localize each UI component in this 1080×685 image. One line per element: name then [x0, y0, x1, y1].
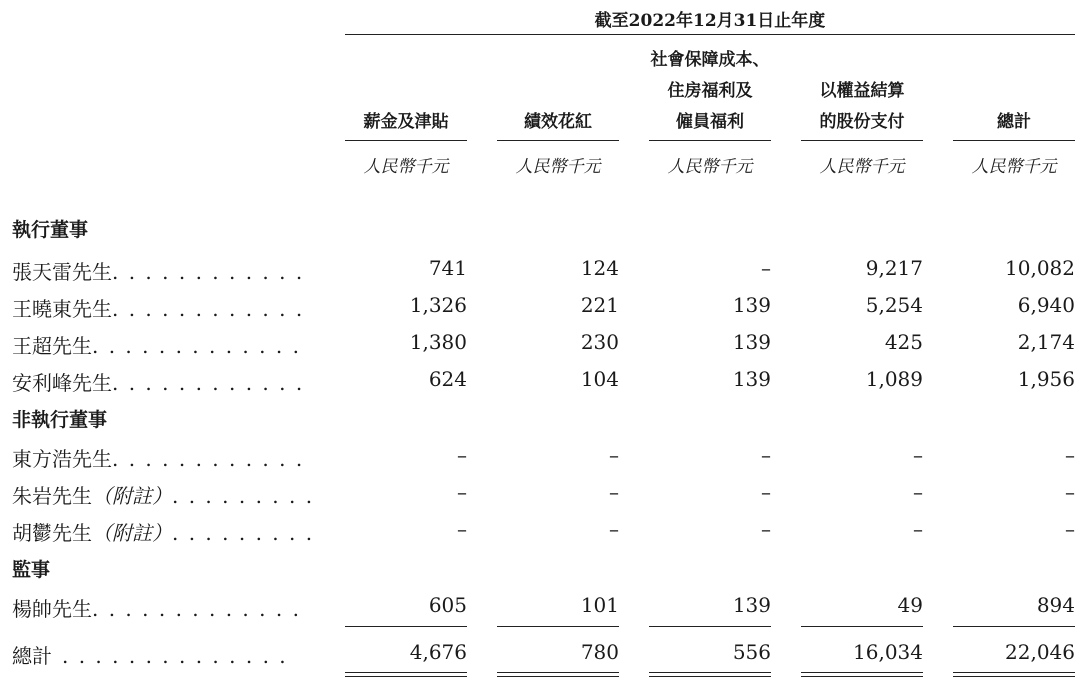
column-header-rule	[497, 140, 619, 141]
row-label	[12, 480, 314, 509]
cell-total: 10,082	[1005, 256, 1075, 280]
column-header-line: 住房福利及	[667, 81, 753, 101]
column-header-line: 社會保障成本、	[650, 50, 770, 70]
cell-total: 1,956	[1017, 367, 1075, 391]
cell-salary: 1,326	[409, 293, 467, 317]
director-name: 朱岩先生	[12, 484, 92, 508]
column-unit: 人民幣千元	[667, 157, 753, 177]
column-header-line: 績效花紅	[524, 112, 592, 132]
cell-salary: –	[457, 443, 467, 467]
cell-share-based: 9,217	[865, 256, 923, 280]
column-header-line: 僱員福利	[676, 112, 744, 132]
cell-bonus: 230	[580, 330, 619, 354]
cell-share-based: 425	[884, 330, 923, 354]
total-cell-share-based: 16,034	[853, 640, 923, 664]
row-label	[12, 517, 314, 546]
leader-dots: . . . . . . . . . . . .	[112, 297, 305, 321]
cell-social-security: 139	[732, 367, 771, 391]
director-name: 王曉東先生	[12, 297, 112, 321]
cell-salary: 741	[428, 256, 467, 280]
column-header-rule	[649, 140, 771, 141]
row-label	[12, 367, 304, 396]
column-header-rule	[801, 140, 923, 141]
column-unit: 人民幣千元	[819, 157, 905, 177]
period-header: 截至2022年12月31日止年度	[594, 11, 826, 31]
cell-social-security: 139	[732, 593, 771, 617]
director-name: 王超先生	[12, 334, 92, 358]
total-label: 總計	[12, 644, 52, 668]
cell-share-based: –	[913, 517, 923, 541]
section-title-executive-directors: 執行董事	[12, 219, 89, 241]
column-header-rule	[953, 140, 1075, 141]
cell-share-based: 5,254	[865, 293, 923, 317]
column-header-line: 的股份支付	[819, 112, 905, 132]
cell-bonus: 104	[580, 367, 619, 391]
cell-salary: –	[457, 480, 467, 504]
director-name: 胡鬱先生	[12, 521, 92, 545]
leader-dots: . . . . . . . . . . . . . .	[62, 644, 288, 668]
column-header-total	[953, 107, 1075, 138]
leader-dots: . . . . . . . . .	[172, 484, 315, 508]
section-title-non-executive-directors: 非執行董事	[12, 409, 108, 431]
subtotal-rule	[497, 626, 619, 627]
cell-total: –	[1065, 517, 1075, 541]
cell-social-security: –	[761, 480, 771, 504]
total-cell-social-security: 556	[732, 640, 771, 664]
cell-social-security: –	[761, 256, 771, 280]
subtotal-rule	[649, 626, 771, 627]
column-unit: 人民幣千元	[971, 157, 1057, 177]
row-label	[12, 443, 304, 472]
row-label	[12, 256, 304, 285]
director-name: 張天雷先生	[12, 260, 112, 284]
cell-social-security: –	[761, 517, 771, 541]
cell-share-based: 49	[897, 593, 923, 617]
column-unit: 人民幣千元	[363, 157, 449, 177]
cell-share-based: 1,089	[865, 367, 923, 391]
subtotal-rule	[345, 626, 467, 627]
period-header-rule	[345, 34, 1075, 35]
subtotal-rule	[953, 626, 1075, 627]
column-header-line: 總計	[997, 112, 1031, 132]
leader-dots: . . . . . . . . . . . .	[112, 447, 305, 471]
total-cell-bonus: 780	[580, 640, 619, 664]
column-header-share-based	[801, 76, 923, 138]
note-reference: （附註）	[92, 521, 172, 545]
cell-social-security: 139	[732, 293, 771, 317]
leader-dots: . . . . . . . . . . . . .	[92, 334, 301, 358]
leader-dots: . . . . . . . . . . . . .	[92, 597, 301, 621]
total-double-rule	[953, 672, 1075, 677]
subtotal-rule	[801, 626, 923, 627]
cell-salary: 605	[428, 593, 467, 617]
total-double-rule	[801, 672, 923, 677]
cell-bonus: –	[609, 443, 619, 467]
section-title-supervisors: 監事	[12, 559, 51, 581]
cell-bonus: –	[609, 517, 619, 541]
column-header-bonus	[497, 107, 619, 138]
cell-social-security: 139	[732, 330, 771, 354]
cell-bonus: –	[609, 480, 619, 504]
cell-bonus: 221	[580, 293, 619, 317]
total-cell-total: 22,046	[1005, 640, 1075, 664]
cell-total: 894	[1036, 593, 1075, 617]
director-name: 安利峰先生	[12, 371, 112, 395]
leader-dots: . . . . . . . . . . . .	[112, 371, 305, 395]
row-label	[12, 330, 301, 359]
column-header-line: 以權益結算	[819, 81, 905, 101]
cell-salary: –	[457, 517, 467, 541]
column-header-salary	[345, 107, 467, 138]
cell-share-based: –	[913, 480, 923, 504]
cell-salary: 1,380	[409, 330, 467, 354]
cell-total: –	[1065, 480, 1075, 504]
total-cell-salary: 4,676	[409, 640, 467, 664]
director-name: 東方浩先生	[12, 447, 112, 471]
cell-total: 6,940	[1017, 293, 1075, 317]
leader-dots: . . . . . . . . .	[172, 521, 315, 545]
note-reference: （附註）	[92, 484, 172, 508]
total-row-label	[12, 640, 288, 669]
total-double-rule	[345, 672, 467, 677]
director-name: 楊帥先生	[12, 597, 92, 621]
column-header-social-security	[649, 45, 771, 138]
cell-bonus: 101	[580, 593, 619, 617]
column-header-rule	[345, 140, 467, 141]
total-double-rule	[497, 672, 619, 677]
column-header-line: 薪金及津貼	[363, 112, 449, 132]
cell-social-security: –	[761, 443, 771, 467]
total-double-rule	[649, 672, 771, 677]
column-unit: 人民幣千元	[515, 157, 601, 177]
cell-bonus: 124	[580, 256, 619, 280]
cell-total: –	[1065, 443, 1075, 467]
row-label	[12, 593, 301, 622]
row-label	[12, 293, 304, 322]
cell-share-based: –	[913, 443, 923, 467]
cell-total: 2,174	[1017, 330, 1075, 354]
leader-dots: . . . . . . . . . . . .	[112, 260, 305, 284]
cell-salary: 624	[428, 367, 467, 391]
